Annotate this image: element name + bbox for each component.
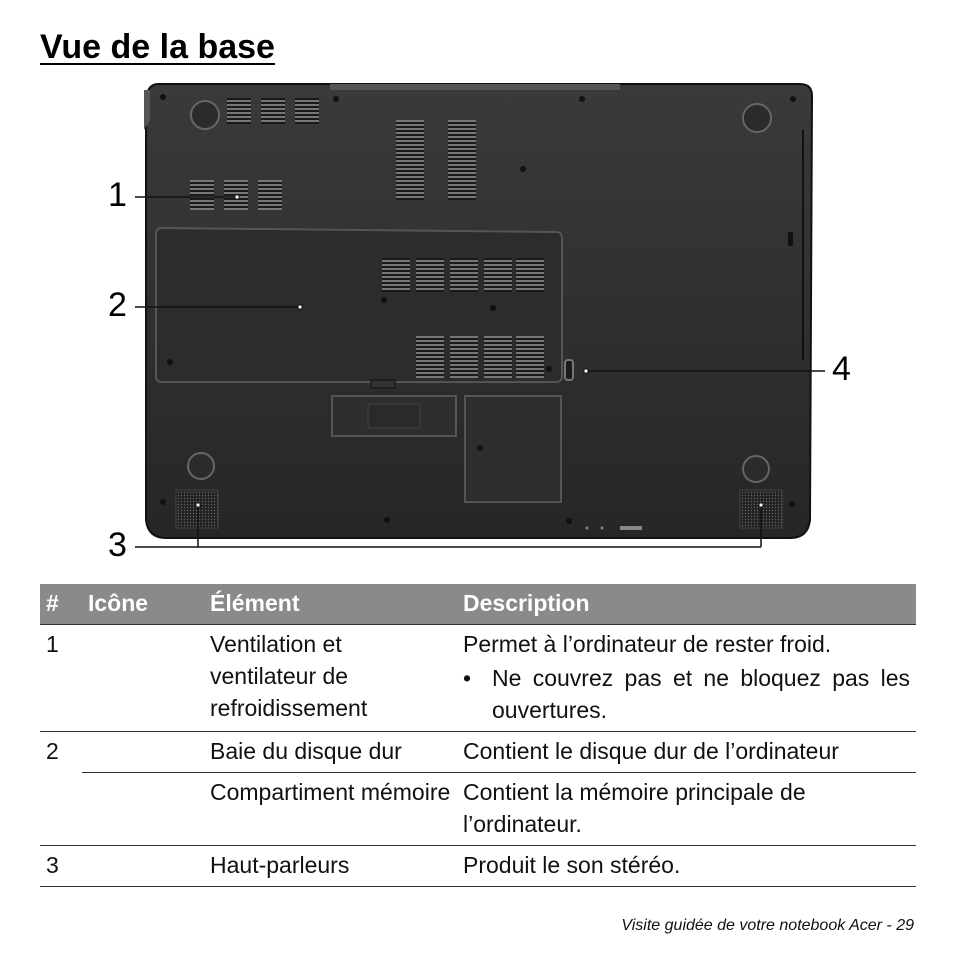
bullet-dot: •	[463, 665, 472, 691]
header-element: Élément	[204, 584, 457, 625]
foot-bottom-right	[743, 456, 769, 482]
components-table	[40, 584, 916, 887]
row-description: Permet à l’ordinateur de rester froid.	[463, 631, 832, 657]
laptop-base-illustration	[0, 80, 954, 570]
row-number: 1	[40, 625, 82, 732]
vent-top	[227, 98, 251, 124]
page-footer: Visite guidée de votre notebook Acer - 29	[621, 917, 914, 934]
callout-2: 2	[108, 286, 127, 324]
callout-1: 1	[108, 176, 127, 214]
row-number	[40, 773, 82, 846]
page-title: Vue de la base	[40, 28, 275, 66]
table-row	[40, 732, 916, 773]
row-description: Contient la mémoire principale de l’ordinateur.	[457, 773, 916, 846]
header-description: Description	[457, 584, 916, 625]
header-number: #	[40, 584, 82, 625]
row-description: Produit le son stéréo.	[457, 846, 916, 887]
callout-4: 4	[832, 350, 851, 388]
row-icon	[82, 732, 204, 773]
row-icon	[82, 846, 204, 887]
foot-top-right	[743, 104, 771, 132]
foot-top-left	[191, 101, 219, 129]
table-row	[40, 846, 916, 887]
laptop-base-figure	[0, 80, 954, 570]
speaker-left	[176, 490, 218, 528]
row-description-cell	[457, 625, 916, 732]
fan-vent	[190, 180, 214, 210]
row-icon	[82, 773, 204, 846]
row-number: 2	[46, 738, 59, 764]
row-element: Ventilation et ventilateur de refroidissement	[204, 625, 457, 732]
row-element: Compartiment mémoire	[204, 773, 457, 846]
table-header-row	[40, 584, 916, 625]
bullet-text: Ne couvrez pas et ne bloquez pas les ouvertures.	[492, 665, 910, 723]
table-row	[40, 773, 916, 846]
bullet-note	[463, 662, 910, 726]
foot-bottom-left	[188, 453, 214, 479]
callout-3: 3	[108, 526, 127, 564]
row-number: 3	[40, 846, 82, 887]
table-row	[40, 625, 916, 732]
row-description: Contient le disque dur de l’ordinateur	[457, 732, 916, 773]
row-icon	[82, 625, 204, 732]
row-element: Haut-parleurs	[204, 846, 457, 887]
row-element: Baie du disque dur	[204, 732, 457, 773]
header-icon: Icône	[82, 584, 204, 625]
battery-latch	[565, 360, 573, 380]
